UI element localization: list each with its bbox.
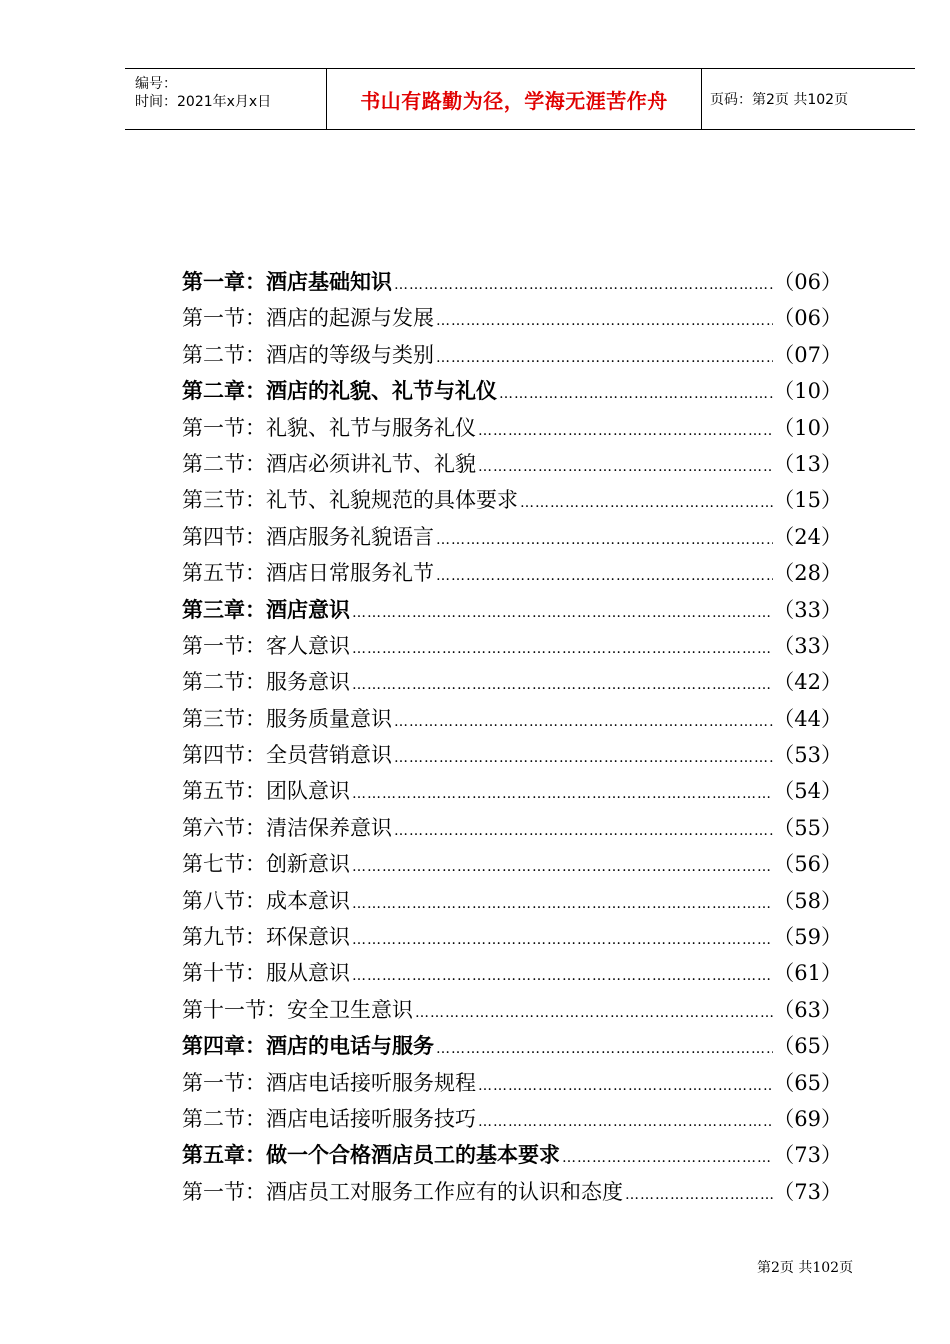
toc-chapter-entry [182,1139,842,1175]
toc-entry-title: 第四节：酒店服务礼貌语言 [182,524,434,549]
toc-entry-title: 第二章：酒店的礼貌、礼节与礼仪 [182,379,497,404]
toc-entry-title: 第一节：酒店员工对服务工作应有的认识和态度 [182,1179,623,1204]
toc-entry-title: 第六节：清洁保养意识 [182,815,392,840]
toc-section-entry [182,339,842,375]
page-footer: 第2页 共102页 [757,1260,854,1276]
toc-leader-dots [392,750,773,766]
toc-entry-page: （15） [773,488,842,513]
toc-entry-page: （07） [773,342,842,367]
toc-entry-page: （53） [773,743,842,768]
toc-entry-page: （10） [773,379,842,404]
toc-leader-dots [392,714,773,730]
toc-entry-title: 第八节：成本意识 [182,888,350,913]
toc-leader-dots [623,1187,773,1203]
toc-entry-page: （61） [773,961,842,986]
toc-entry-title: 第三章：酒店意识 [182,597,350,622]
toc-leader-dots [350,896,773,912]
toc-section-entry [182,812,842,848]
toc-section-entry [182,739,842,775]
toc-chapter-entry [182,266,842,302]
toc-section-entry [182,448,842,484]
toc-entry-title: 第五节：酒店日常服务礼节 [182,561,434,586]
toc-entry-page: （13） [773,451,842,476]
toc-entry-page: （56） [773,852,842,877]
toc-entry-page: （06） [773,306,842,331]
toc-entry-page: （73） [773,1179,842,1204]
toc-leader-dots [350,968,773,984]
toc-section-entry [182,1103,842,1139]
toc-leader-dots [350,932,773,948]
toc-leader-dots [350,786,773,802]
toc-section-entry [182,557,842,593]
toc-section-entry [182,775,842,811]
number-label: 编号： [135,76,177,92]
toc-entry-title: 第二节：酒店电话接听服务技巧 [182,1106,476,1131]
toc-leader-dots [476,1114,773,1130]
toc-entry-title: 第二节：服务意识 [182,670,350,695]
toc-entry-title: 第四章：酒店的电话与服务 [182,1034,434,1059]
toc-leader-dots [434,350,773,366]
toc-entry-title: 第五章：做一个合格酒店员工的基本要求 [182,1143,560,1168]
toc-section-entry [182,885,842,921]
toc-section-entry [182,703,842,739]
toc-leader-dots [350,859,773,875]
header-meta [125,69,325,129]
motto-text: 书山有路勤为径，学海无涯苦作舟 [360,88,668,113]
toc-entry-page: （10） [773,415,842,440]
time-label: 时间：2021年x月x日 [135,94,272,110]
toc-entry-title: 第十节：服从意识 [182,961,350,986]
toc-entry-title: 第三节：礼节、礼貌规范的具体要求 [182,488,518,513]
toc-entry-page: （58） [773,888,842,913]
toc-entry-page: （06） [773,270,842,294]
toc-entry-page: （65） [773,1034,842,1059]
toc-section-entry [182,994,842,1030]
toc-entry-title: 第二节：酒店的等级与类别 [182,342,434,367]
toc-entry-page: （33） [773,633,842,658]
toc-section-entry [182,666,842,702]
toc-leader-dots [413,1005,773,1021]
header-page-info: 页码：第2页 共102页 [710,92,849,108]
toc-leader-dots [350,641,773,657]
toc-leader-dots [350,605,773,621]
toc-entry-title: 第七节：创新意识 [182,852,350,877]
toc-entry-title: 第十一节：安全卫生意识 [182,997,413,1022]
toc-section-entry [182,412,842,448]
toc-entry-title: 第三节：服务质量意识 [182,706,392,731]
toc-entry-page: （73） [773,1143,842,1168]
toc-section-entry [182,630,842,666]
toc-section-entry [182,484,842,520]
toc-section-entry [182,921,842,957]
toc-entry-page: （33） [773,597,842,622]
toc-entry-title: 第二节：酒店必须讲礼节、礼貌 [182,451,476,476]
toc-leader-dots [476,459,773,475]
header-motto-cell [326,69,702,129]
toc-entry-page: （65） [773,1070,842,1095]
toc-leader-dots [434,1041,773,1057]
toc-section-entry [182,848,842,884]
toc-entry-page: （24） [773,524,842,549]
toc-entry-title: 第一节：客人意识 [182,633,350,658]
table-of-contents [182,266,842,1212]
toc-entry-page: （44） [773,706,842,731]
toc-section-entry [182,1067,842,1103]
toc-section-entry [182,957,842,993]
toc-section-entry [182,1176,842,1212]
toc-entry-title: 第一章：酒店基础知识 [182,270,392,294]
toc-section-entry [182,302,842,338]
toc-leader-dots [434,313,773,329]
toc-entry-page: （59） [773,925,842,950]
toc-leader-dots [476,1078,773,1094]
toc-leader-dots [497,386,773,402]
toc-leader-dots [392,277,773,293]
toc-entry-page: （55） [773,815,842,840]
toc-section-entry [182,521,842,557]
toc-chapter-entry [182,375,842,411]
toc-entry-title: 第一节：礼貌、礼节与服务礼仪 [182,415,476,440]
toc-leader-dots [476,423,773,439]
toc-entry-page: （28） [773,561,842,586]
toc-entry-page: （63） [773,997,842,1022]
toc-leader-dots [392,823,773,839]
toc-leader-dots [560,1150,773,1166]
toc-leader-dots [434,568,773,584]
page-header [125,68,915,130]
toc-entry-page: （54） [773,779,842,804]
toc-entry-title: 第四节：全员营销意识 [182,743,392,768]
toc-entry-title: 第九节：环保意识 [182,925,350,950]
toc-leader-dots [350,677,773,693]
toc-leader-dots [518,495,773,511]
toc-entry-page: （69） [773,1106,842,1131]
toc-entry-title: 第一节：酒店电话接听服务规程 [182,1070,476,1095]
toc-chapter-entry [182,594,842,630]
toc-entry-page: （42） [773,670,842,695]
toc-leader-dots [434,532,773,548]
toc-chapter-entry [182,1030,842,1066]
toc-entry-title: 第五节：团队意识 [182,779,350,804]
toc-entry-title: 第一节：酒店的起源与发展 [182,306,434,331]
